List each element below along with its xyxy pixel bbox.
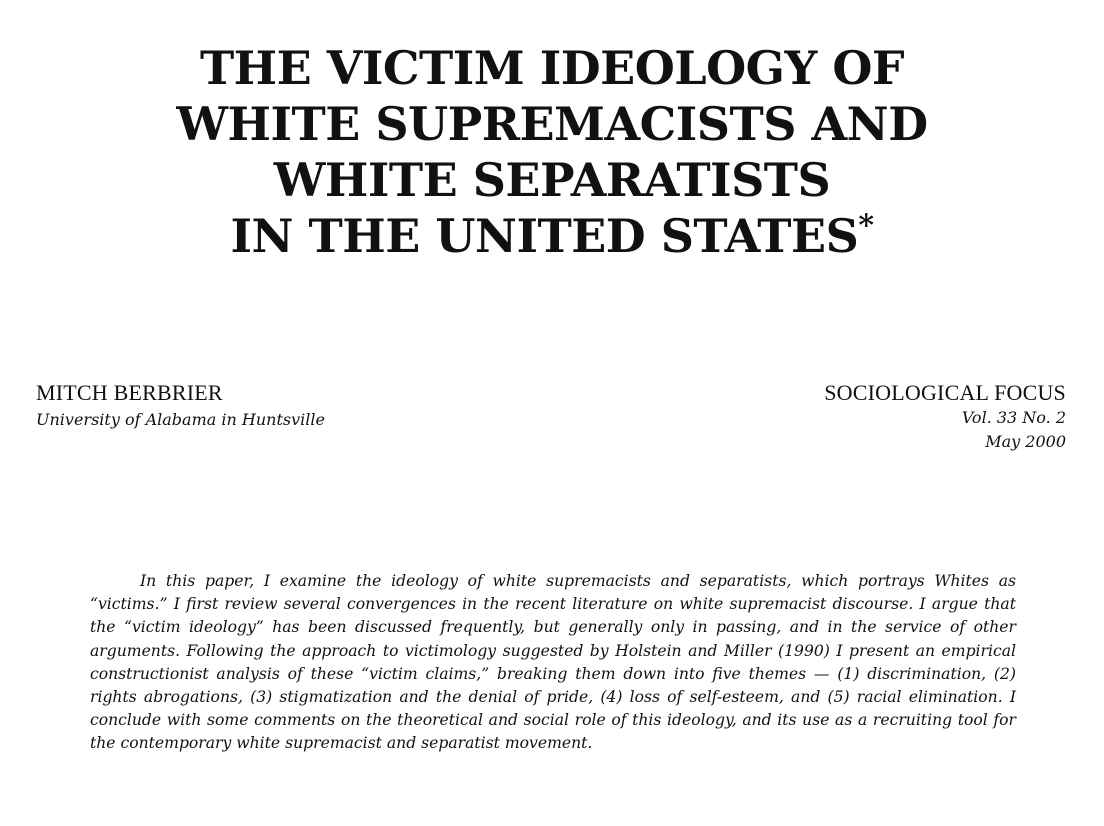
author-block	[36, 380, 325, 432]
title-line-1: THE VICTIM IDEOLOGY OF	[199, 41, 905, 95]
author-name: MITCH BERBRIER	[36, 380, 223, 405]
title-line-4-text: IN THE UNITED STATES	[230, 209, 859, 263]
title-line-4	[0, 208, 1104, 264]
journal-date: May 2000	[985, 432, 1066, 451]
footnote-marker: *	[858, 208, 874, 244]
journal-block	[824, 380, 1066, 454]
title-line-2: WHITE SUPREMACISTS AND	[176, 97, 928, 151]
journal-volume: Vol. 33 No. 2	[961, 408, 1066, 427]
paper-title	[0, 40, 1104, 264]
author-affiliation: University of Alabama in Huntsville	[36, 410, 325, 429]
abstract-paragraph: In this paper, I examine the ideology of white supremacists and separatists, which portrays Whites as “victims.” I first review several convergences in the recent literature on white supremacist discourse. I argue that the “victim ideology” has been discussed frequently, but generally only in passing, and in the service of other arguments. Following the approach to victimology suggested by Holstein and Miller (1990) I present an empirical constructionist analysis of these “victim claims,” breaking them down into five themes — (1) discrimination, (2) rights abrogations, (3) stigmatization and the denial of pride, (4) loss of self-esteem, and (5) racial elimination. I conclude with some comments on the theoretical and social role of this ideology, and its use as a recruiting tool for the contemporary white supremacist and separatist movement.	[90, 572, 1016, 753]
journal-name: SOCIOLOGICAL FOCUS	[824, 380, 1066, 405]
title-line-3: WHITE SEPARATISTS	[273, 153, 831, 207]
